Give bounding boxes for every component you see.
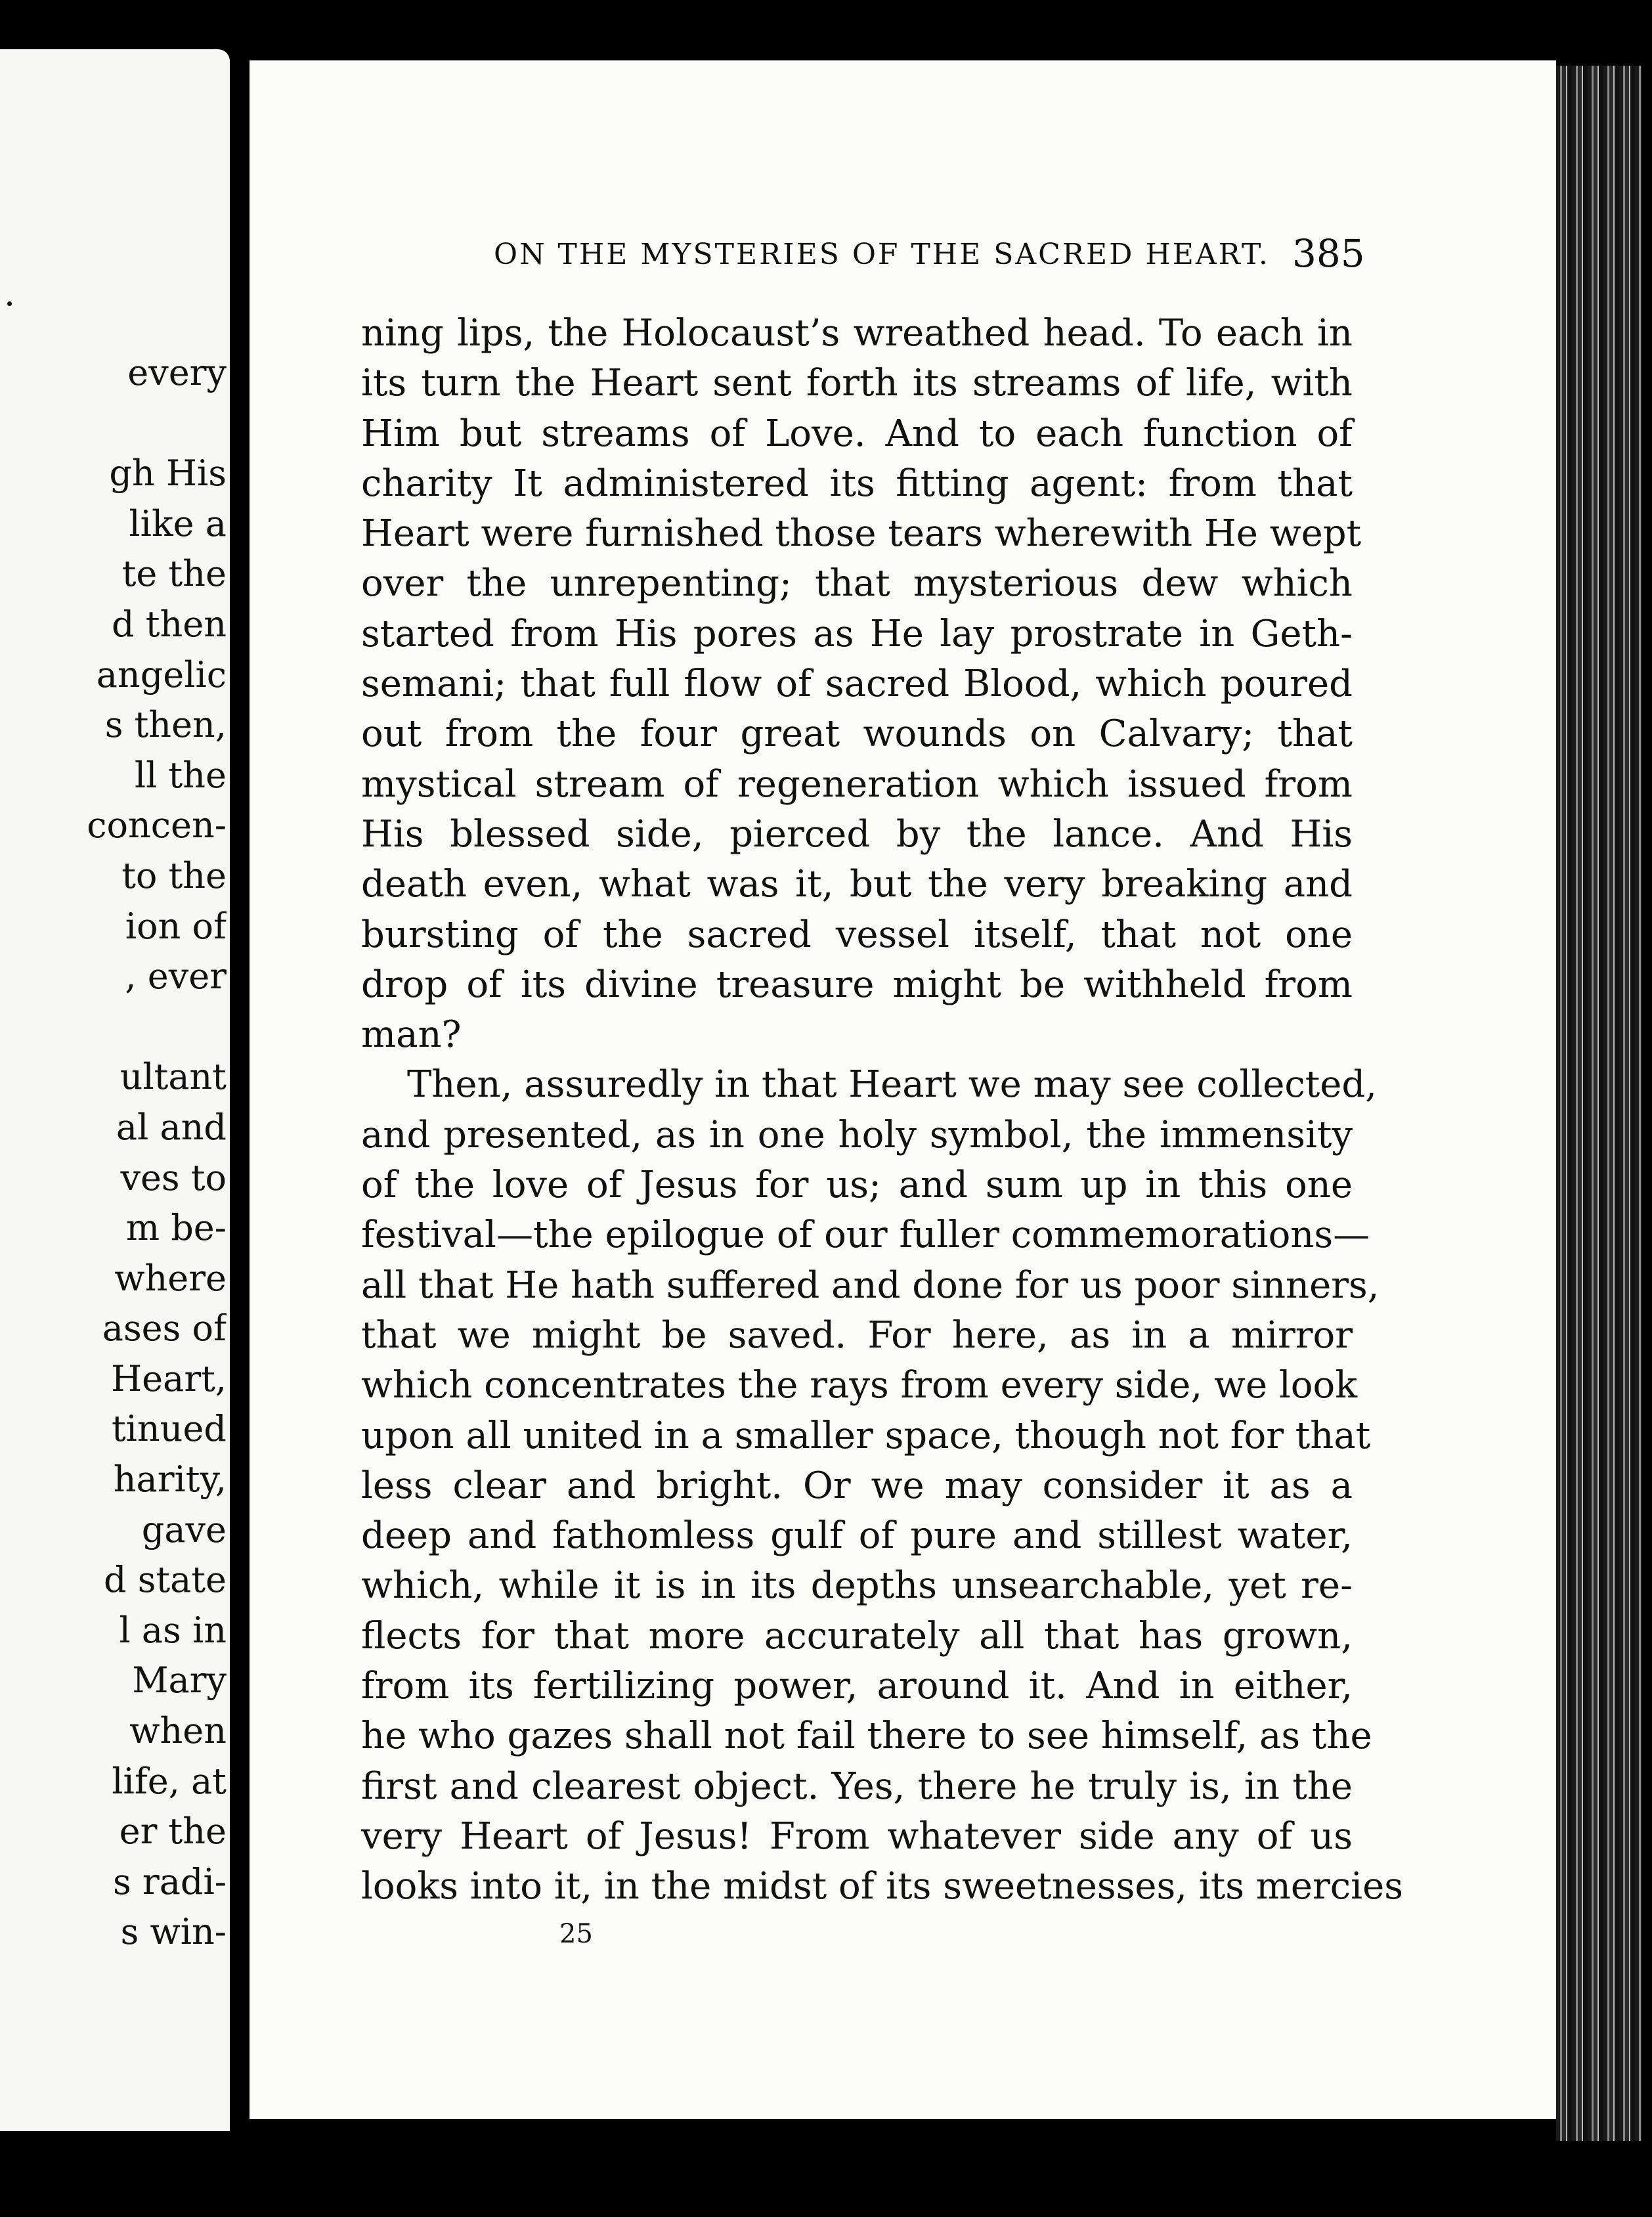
previous-page-line: m be- [125, 1207, 227, 1249]
text-line: His blessed side, pierced by the lance. And His [361, 812, 1353, 856]
text-line: semani; that full flow of sacred Blood, which poured [361, 663, 1353, 706]
text-line: mystical stream of regeneration which issued from [361, 762, 1353, 806]
previous-page-line: when [129, 1710, 227, 1752]
text-line: from its fertilizing power, around it. And in either, [361, 1665, 1353, 1708]
previous-page-line: gh His [109, 452, 227, 494]
previous-page-line [0, 399, 227, 449]
text-line: upon all united in a smaller space, though not for that [361, 1414, 1371, 1457]
text-line: Then, assuredly in that Heart we may see collected, [407, 1063, 1378, 1107]
page-number: 385 [1292, 231, 1365, 276]
previous-page-line: Heart, [111, 1357, 227, 1399]
body-text [361, 309, 1403, 1912]
text-line: he who gazes shall not fail there to see himself, as the [361, 1715, 1372, 1758]
previous-page-line: to the [121, 854, 227, 896]
previous-page-line: te the [121, 553, 227, 595]
text-line: man? [361, 1013, 462, 1057]
previous-page-line: concen- [87, 804, 227, 846]
text-line: looks into it, in the midst of its sweetnesses, its mercies [361, 1865, 1403, 1908]
previous-page-line: every [127, 352, 227, 393]
running-head: ON THE MYSTERIES OF THE SACRED HEART. [494, 238, 1270, 271]
previous-page-line: Mary [132, 1659, 227, 1701]
text-line: first and clearest object. Yes, there he truly is, in the [361, 1765, 1353, 1808]
page-edges [1556, 66, 1641, 2141]
book-gutter [230, 39, 250, 2134]
text-line: very Heart of Jesus! From whatever side any of us [361, 1814, 1353, 1858]
text-line: charity It administered its fitting agent: from that [361, 462, 1353, 505]
text-line: its turn the Heart sent forth its streams of life, with [361, 362, 1353, 405]
previous-page-line [0, 1002, 227, 1053]
previous-page-line: , ever [125, 955, 227, 998]
previous-page-line: like a [129, 502, 227, 544]
previous-page-line: al and [116, 1106, 227, 1148]
text-line: over the unrepenting; that mysterious dew which [361, 562, 1353, 605]
text-line: less clear and bright. Or we may consider it as a [361, 1464, 1353, 1507]
text-line: which, while it is in its depths unsearchable, yet re- [361, 1564, 1353, 1608]
previous-page-fragment [0, 49, 230, 2131]
text-line: bursting of the sacred vessel itself, that not one [361, 913, 1353, 956]
previous-page-line: s win- [120, 1911, 227, 1953]
previous-page-line: harity, [113, 1459, 227, 1501]
previous-page-line: s radi- [113, 1860, 227, 1902]
text-line: Heart were furnished those tears wherewith He wept [361, 512, 1362, 556]
previous-page-line: where [114, 1257, 227, 1299]
text-line: Him but streams of Love. And to each function of [361, 412, 1353, 455]
previous-page-line: angelic [96, 653, 227, 695]
text-line: and presented, as in one holy symbol, the immensity [361, 1113, 1353, 1156]
text-line: which concentrates the rays from every side, we look [361, 1364, 1358, 1407]
previous-page-line: ases of [102, 1307, 227, 1350]
text-line: started from His pores as He lay prostrate in Geth- [361, 612, 1353, 655]
text-line: of the love of Jesus for us; and sum up in this one [361, 1164, 1353, 1207]
text-line: that we might be saved. For here, as in a mirror [361, 1313, 1353, 1357]
text-line: death even, what was it, but the very breaking and [361, 863, 1353, 906]
previous-page-line: ion of [125, 905, 227, 947]
previous-page-line: d then [112, 603, 227, 645]
text-line: festival—the epilogue of our fuller commemorations— [361, 1214, 1370, 1257]
previous-page-line: er the [119, 1811, 227, 1853]
previous-page-line: d state [104, 1559, 227, 1601]
text-line: drop of its divine treasure might be withheld from [361, 963, 1353, 1006]
previous-page-line: ultant [120, 1056, 227, 1098]
stray-mark: . [4, 273, 16, 314]
previous-page-text [0, 348, 227, 1958]
previous-page-line: tinued [111, 1408, 227, 1450]
text-line: ning lips, the Holocaust’s wreathed head. To each in [361, 312, 1353, 355]
previous-page-line: ves to [120, 1156, 227, 1198]
previous-page-line: life, at [112, 1760, 227, 1802]
signature-mark: 25 [559, 1919, 593, 1949]
text-line: deep and fathomless gulf of pure and stillest water, [361, 1514, 1353, 1558]
text-line: out from the four great wounds on Calvary; that [361, 713, 1353, 756]
text-line: all that He hath suffered and done for us poor sinners, [361, 1263, 1380, 1307]
previous-page-line: l as in [119, 1609, 227, 1651]
previous-page-line: ll the [134, 754, 227, 796]
previous-page-line: gave [141, 1508, 227, 1550]
text-line: flects for that more accurately all that has grown, [361, 1614, 1353, 1657]
previous-page-line: s then, [104, 704, 227, 746]
